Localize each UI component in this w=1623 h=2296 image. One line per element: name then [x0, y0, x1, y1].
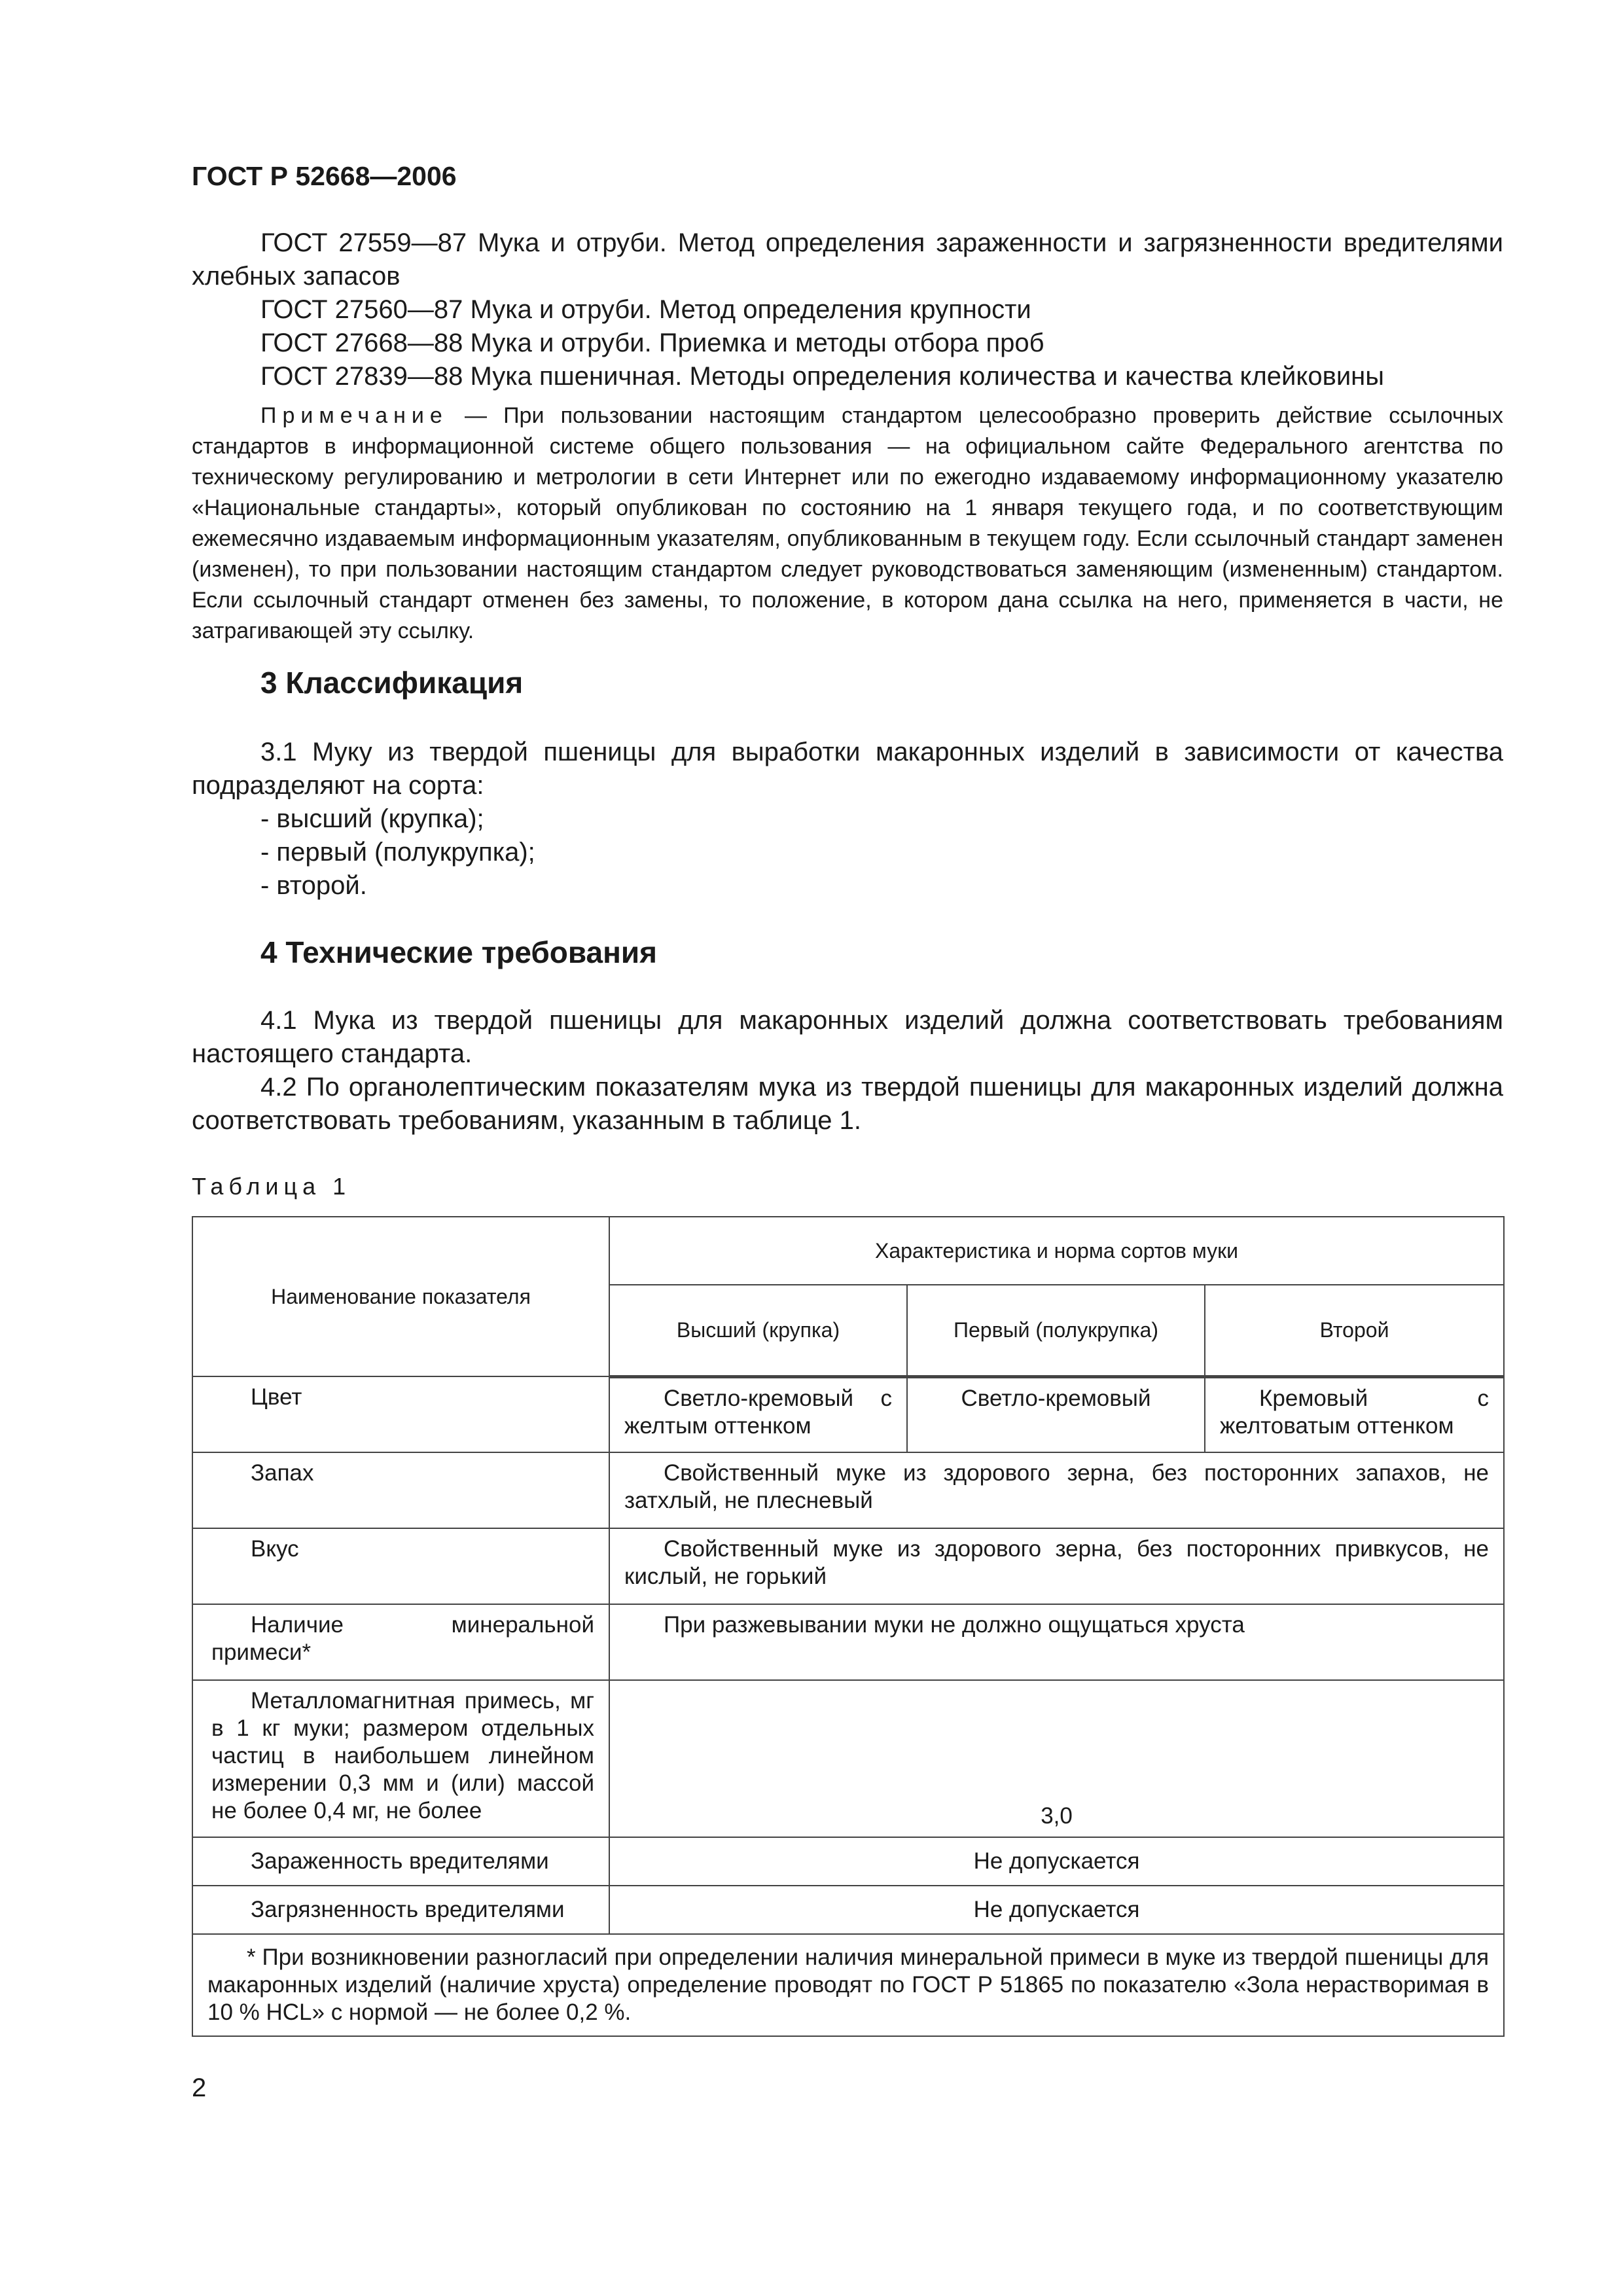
row-name: Запах	[192, 1452, 609, 1528]
table-row	[192, 1376, 1504, 1452]
header-group: Характеристика и норма сортов муки	[609, 1217, 1504, 1285]
section-3-title: 3 Классификация	[260, 666, 524, 700]
header-indicator-name: Наименование показателя	[192, 1217, 609, 1376]
row-name: Зараженность вредителями	[192, 1837, 609, 1886]
table-row	[192, 1886, 1504, 1934]
row-value: Не допускается	[609, 1837, 1504, 1886]
references-block	[192, 226, 1503, 393]
reference-item: ГОСТ 27559—87 Мука и отруби. Метод определения зараженности и загрязненности вредителями хлебных запасов	[192, 228, 1503, 291]
reference-item: ГОСТ 27560—87 Мука и отруби. Метод определения крупности	[260, 295, 1031, 324]
row-name: Наличие минеральной примеси*	[192, 1604, 609, 1680]
header-col-highest: Высший (крупка)	[609, 1285, 907, 1376]
table-row	[192, 1680, 1504, 1837]
section-4-title: 4 Технические требования	[260, 935, 657, 969]
section-4-body	[192, 1004, 1503, 1138]
section-3-body	[192, 736, 1503, 903]
reference-item: ГОСТ 27668—88 Мука и отруби. Приемка и методы отбора проб	[260, 329, 1044, 357]
row-value: Светло-кремовый с желтым оттенком	[609, 1376, 907, 1452]
section-4-paragraph-2: 4.2 По органолептическим показателям мука из твердой пшеницы для макаронных изделий должна соответствовать требованиям, указанным в таблице 1.	[192, 1073, 1503, 1135]
table-footnote: * При возникновении разногласий при определении наличия минеральной примеси в муке из твердой пшеницы для макаронных изделий (наличие хруста) определение проводят по ГОСТ Р 51865 по показателю «Зола нерастворимая в 10 % HCL» с нормой — не более 0,2 %.	[192, 1934, 1504, 2036]
reference-item: ГОСТ 27839—88 Мука пшеничная. Методы определения количества и качества клейковины	[260, 362, 1385, 391]
row-value: Свойственный муке из здорового зерна, без посторонних привкусов, не кислый, не горький	[609, 1528, 1504, 1604]
row-value: Светло-кремовый	[907, 1376, 1205, 1452]
row-value: 3,0	[609, 1680, 1504, 1837]
note-paragraph	[192, 401, 1503, 647]
row-name: Загрязненность вредителями	[192, 1886, 609, 1934]
table-row	[192, 1837, 1504, 1886]
section-3-paragraph: 3.1 Муку из твердой пшеницы для выработки макаронных изделий в зависимости от качества подразделяют на сорта:	[192, 738, 1503, 800]
note-label: Примечание	[260, 403, 448, 428]
row-value: Не допускается	[609, 1886, 1504, 1934]
table-row	[192, 1604, 1504, 1680]
section-4-paragraph-1: 4.1 Мука из твердой пшеницы для макаронных изделий должна соответствовать требованиям настоящего стандарта.	[192, 1006, 1503, 1068]
row-name: Вкус	[192, 1528, 609, 1604]
row-value: Кремовый с желтоватым оттенком	[1205, 1376, 1504, 1452]
row-name: Металломагнитная примесь, мг в 1 кг муки; размером отдельных частиц в наибольшем линейном измерении 0,3 мм и (или) массой не более 0,4 мг, не более	[192, 1680, 609, 1837]
note-text: — При пользовании настоящим стандартом целесообразно проверить действие ссылочных стандартов в информационной системе общего пользования — на официальном сайте Федерального агентства по техническому регулированию и метрологии в сети Интернет или по ежегодно издаваемому информационному указателю «Национальные стандарты», который опубликован по состоянию на 1 января текущего года, и по соответствующим ежемесячно издаваемым информационным указателям, опубликованным в текущем году. Если ссылочный стандарт заменен (изменен), то при пользовании настоящим стандартом следует руководствоваться заменяющим (измененным) стандартом. Если ссылочный стандарт отменен без замены, то положение, в котором дана ссылка на него, применяется в части, не затрагивающей эту ссылку.	[192, 403, 1503, 643]
row-value: При разжевывании муки не должно ощущаться хруста	[609, 1604, 1504, 1680]
table-caption: Таблица 1	[192, 1173, 351, 1200]
table-header-row	[192, 1217, 1504, 1285]
row-name: Цвет	[192, 1376, 609, 1452]
list-item: - первый (полукрупка);	[260, 838, 535, 867]
requirements-table	[192, 1216, 1505, 2037]
document-header: ГОСТ Р 52668—2006	[192, 161, 457, 191]
header-col-second: Второй	[1205, 1285, 1504, 1376]
table-row	[192, 1528, 1504, 1604]
table-row	[192, 1452, 1504, 1528]
row-value: Свойственный муке из здорового зерна, без посторонних запахов, не затхлый, не плесневый	[609, 1452, 1504, 1528]
page-number: 2	[192, 2073, 207, 2102]
list-item: - второй.	[260, 871, 367, 900]
list-item: - высший (крупка);	[260, 804, 484, 833]
table-footnote-row	[192, 1934, 1504, 2036]
note-block	[192, 401, 1503, 647]
header-col-first: Первый (полукрупка)	[907, 1285, 1205, 1376]
